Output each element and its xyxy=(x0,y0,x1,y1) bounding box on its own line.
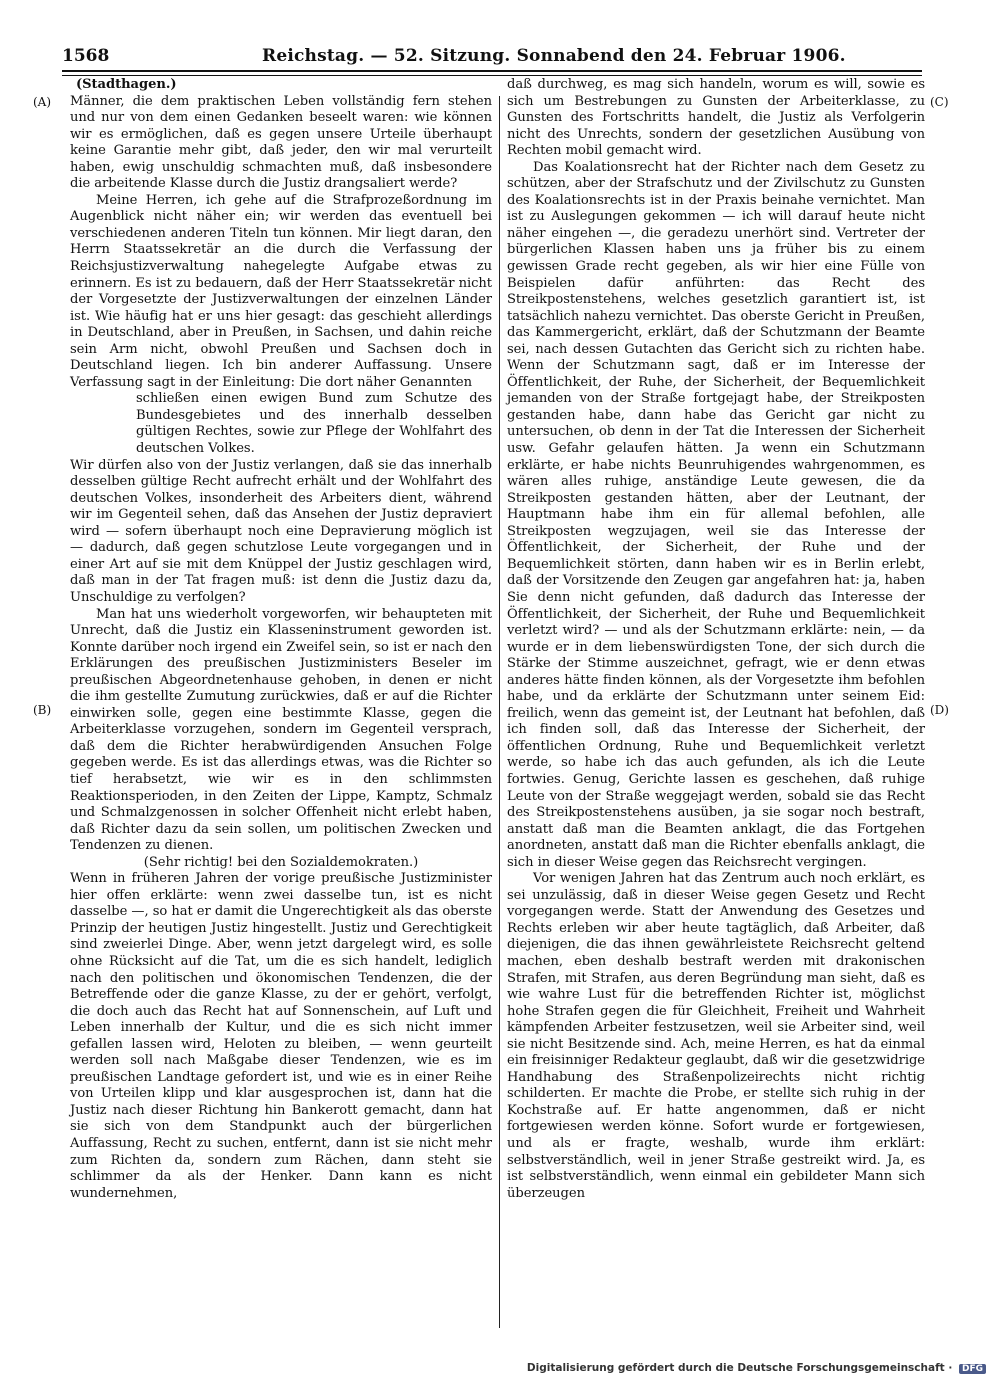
digitization-credit xyxy=(527,1362,986,1374)
paragraph: Männer, die dem praktischen Leben vollständig fern stehen und nur von dem einen Gedanken beseelt waren: wie können wir es ermöglichen, daß es gegen unsere Urteile überhaupt keine Garantie mehr gibt, daß jeder, den wir mal verurteilt haben, ewig unschuldig schmachten muß, daß insbesondere die arbeitende Klasse durch die Justiz drangsaliert werde? xyxy=(70,93,492,192)
left-column xyxy=(70,77,492,1202)
interjection: (Sehr richtig! bei den Sozialdemokraten.) xyxy=(143,854,419,870)
margin-mark-d: (D) xyxy=(930,703,949,717)
paragraph: Man hat uns wiederholt vorgeworfen, wir behaupteten mit Unrecht, daß die Justiz ein Klasseninstrument geworden ist. Konnte darüber noch irgend ein Zweifel sein, so ist er nach den Erklärungen des preußischen Justizministers Beseler im preußischen Abgeordnetenhause gehoben, in denen er nicht die ihm gestellte Zumutung zurückwies, daß er auf die Richter einwirken solle, gegen eine bestimmte Klasse, gegen die Arbeiterklasse vorzugehen, sondern im Gegenteil versprach, daß dem die Richter herabwürdigenden Ansuchen Folge gegeben werde. Es ist das allerdings etwas, was die Richter so tief herabsetzt, wie wir es in den schlimmsten Reaktionsperioden, in den Zeiten der Lippe, Kamptz, Schmalz und Schmalzgenossen in solcher Offenheit nicht erlebt haben, daß Richter dazu da sein sollen, um politischen Zwecken und Tendenzen zu dienen. xyxy=(70,606,492,854)
header-rule xyxy=(62,70,922,76)
right-column xyxy=(507,77,925,1202)
margin-mark-b: (B) xyxy=(33,703,52,717)
paragraph: Vor wenigen Jahren hat das Zentrum auch noch erklärt, es sei unzulässig, daß in dieser Weise gegen Gesetz und Recht vorgegangen werde. Statt der Anwendung des Gesetzes und Rechts erleben wir aber heute tagtäglich, daß Arbeiter, daß diejenigen, die das ihnen gewährleistete Reichsrecht geltend machen, eben deshalb bestraft werden mit drakonischen Strafen, mit Strafen, aus deren Begründung man sieht, daß es wie wahre Lust für die betreffenden Richter ist, möglichst hohe Strafen gegen die für Gleichheit, Freiheit und Wahrheit kämpfenden Arbeiter festzusetzen, weil sie Arbeiter sind, weil sie nicht Besitzende sind. Ach, meine Herren, es hat da einmal ein freisinniger Redakteur geglaubt, daß wir die gesetzwidrige Handhabung des Straßenpolizeirechts nicht richtig schilderten. Er machte die Probe, er stellte sich ruhig in der Kochstraße auf. Er hatte angenommen, daß er nicht fortgewiesen werden könne. Sofort wurde er fortgewiesen, und als er fragte, weshalb, wurde ihm erklärt: selbstverständlich, weil in jener Straße gestreikt wird. Ja, es ist selbstverständlich, wenn einmal ein gebildeter Mann sich überzeugen xyxy=(507,871,925,1201)
credit-text: Digitalisierung gefördert durch die Deutsche Forschungsgemeinschaft · xyxy=(526,1362,953,1374)
speaker-name: (Stadthagen.) xyxy=(76,77,177,92)
column-divider xyxy=(499,96,500,1328)
paragraph: Wenn in früheren Jahren der vorige preußische Justizminister hier offen erklärte: wenn zwei dasselbe tun, ist es nicht dasselbe —, so hat er damit die Ungerechtigkeit als das oberste Prinzip der heutigen Justiz hingestellt. Justiz und Gerechtigkeit sind zweierlei Dinge. Aber, wenn jetzt dargelegt wird, es solle ohne Rücksicht auf die Tat, um die es sich handelt, lediglich nach den politischen und ökonomischen Tendenzen, die der Betreffende oder die ganze Klasse, zu der er gehört, verfolgt, die doch auch das Recht hat auf Sonnenschein, auf Luft und Leben innerhalb der Kultur, und die es sich nicht immer gefallen lassen wird, Heloten zu bleiben, — wenn geurteilt werden soll nach Maßgabe dieser Tendenzen, wie es im preußischen Landtage gefordert ist, und wie es in einer Reihe von Urteilen klipp und klar ausgesprochen ist, dann hat die Justiz nach dieser Richtung hin Bankerott gemacht, dann hat sie sich von dem Standpunkt auch der bürgerlichen Auffassung, Recht zu suchen, entfernt, dann ist sie nicht mehr zum Richten da, sondern zum Rächen, dann steht sie schlimmer da als der Henker. Dann kann es nicht wundernehmen, xyxy=(70,871,492,1201)
margin-mark-c: (C) xyxy=(930,95,949,109)
paragraph: Das Koalationsrecht hat der Richter nach dem Gesetz zu schützen, aber der Strafschutz und der Zivilschutz zu Gunsten des Koalationsrechts ist in der Praxis beinahe vernichtet. Man ist zu Auslegungen gekommen — ich will darauf heute nicht näher eingehen —, die geradezu unerhört sind. Vertreter der bürgerlichen Klassen haben uns ja früher bis zu einem gewissen Grade recht gegeben, als wir hier eine Fülle von Beispielen dafür anführten: das Recht des Streikpostenstehens, welches gesetzlich garantiert ist, ist tatsächlich nahezu vernichtet. Das oberste Gericht in Preußen, das Kammergericht, erklärt, daß der Schutzmann der Beamte sei, nach dessen Gutachten das Gericht sich zu richten habe. Wenn der Schutzmann sagt, daß er im Interesse der Öffentlichkeit, der Ruhe, der Sicherheit, der Bequemlichkeit jemanden von der Straße fortgejagt habe, der Streikposten gestanden habe, dann habe das Gericht gar nicht zu untersuchen, ob denn in der Tat die Interessen der Sicherheit usw. Gefahr gelaufen hätten. Ja wenn ein Schutzmann erklärte, er habe nichts Beunruhigendes wahrgenommen, es wären alles ruhige, anständige Leute gewesen, die da Streikposten gestanden hätten, aber der Leutnant, der Hauptmann habe ihm ein für allemal befohlen, alle Streikposten wegzujagen, weil sie das Interesse der Öffentlichkeit, der Sicherheit, der Ruhe und der Bequemlichkeit störten, dann haben wir es in Berlin erlebt, daß der Vorsitzende den Zeugen gar angefahren hat: ja, haben Sie denn nicht gefunden, daß dadurch das Interesse der Öffentlichkeit, der Sicherheit, der Ruhe und Bequemlichkeit verletzt wird? — und als der Schutzmann erklärte: nein, — da wurde er in dem liebenswürdigsten Tone, der sich durch die Stärke der Stimme auszeichnet, gefragt, wie er denn etwas anderes hätte finden können, als der Vorgesetzte ihm befohlen habe, und da erklärte der Schutzmann unter seinem Eid: freilich, wenn das gemeint ist, der Leutnant hat befohlen, daß ich finden soll, daß das Interesse der Sicherheit, der öffentlichen Ordnung, Ruhe und Bequemlichkeit verletzt werde, so habe ich das auch gefunden, als ich die Leute fortwies. Genug, Gerichte lassen es geschehen, daß ruhige Leute von der Straße weggejagt werden, sobald sie das Recht des Streikpostenstehens ausüben, ja sie sogar noch bestraft, anstatt daß man die Beamten anklagt, die das Fortgehen anordneten, anstatt daß man die Richter ebenfalls anklagt, die sich in dieser Weise gegen das Reichsrecht vergingen. xyxy=(507,159,925,870)
page-number: 1568 xyxy=(62,46,110,66)
running-title: Reichstag. — 52. Sitzung. Sonnabend den 24. Februar 1906. xyxy=(262,46,846,66)
paragraph: daß durchweg, es mag sich handeln, worum es will, sowie es sich um Bestrebungen zu Gunsten der Arbeiterklasse, zu Gunsten des Fortschritts handelt, die Justiz als Verfolgerin nicht des Unrechts, sondern der gesetzlichen Ausübung von Rechten mobil gemacht wird. xyxy=(507,77,925,159)
dfg-logo: DFG xyxy=(959,1364,986,1374)
paragraph: Wir dürfen also von der Justiz verlangen, daß sie das innerhalb desselben gültige Recht aufrecht erhält und der Wohlfahrt des deutschen Volkes, insonderheit des Arbeiters dient, während wir im Gegenteil sehen, daß das Ansehen der Justiz depraviert wird — sofern überhaupt noch eine Depravierung möglich ist — dadurch, daß gegen schutzlose Leute vorgegangen und in einer Art auf sie mit dem Knüppel der Justiz geschlagen wird, daß man in der Tat fragen muß: ist denn die Justiz dazu da, Unschuldige zu verfolgen? xyxy=(70,457,492,605)
constitution-quote: schließen einen ewigen Bund zum Schutze des Bundesgebietes und des innerhalb desselben gültigen Rechtes, sowie zur Pflege der Wohlfahrt des deutschen Volkes. xyxy=(136,391,492,457)
margin-mark-a: (A) xyxy=(33,95,52,109)
paragraph: Meine Herren, ich gehe auf die Strafprozeßordnung im Augenblick nicht näher ein; wir werden das eventuell bei verschiedenen anderen Titeln tun können. Mir liegt daran, den Herrn Staatssekretär an die durch die Verfassung der Reichsjustizverwaltung nahegelegte Aufgabe etwas zu erinnern. Es ist zu bedauern, daß der Herr Staatssekretär nicht der Vorgesetzte der Justizverwaltungen der einzelnen Länder ist. Wie häufig hat er uns hier gesagt: das geschieht allerdings in Deutschland, aber in Preußen, in Sachsen, und dahin reiche sein Arm nicht, obwohl Preußen und Sachsen doch in Deutschland liegen. Ich bin anderer Auffassung. Unsere Verfassung sagt in der Einleitung: Die dort näher Genannten xyxy=(70,192,492,390)
running-header xyxy=(62,46,922,70)
